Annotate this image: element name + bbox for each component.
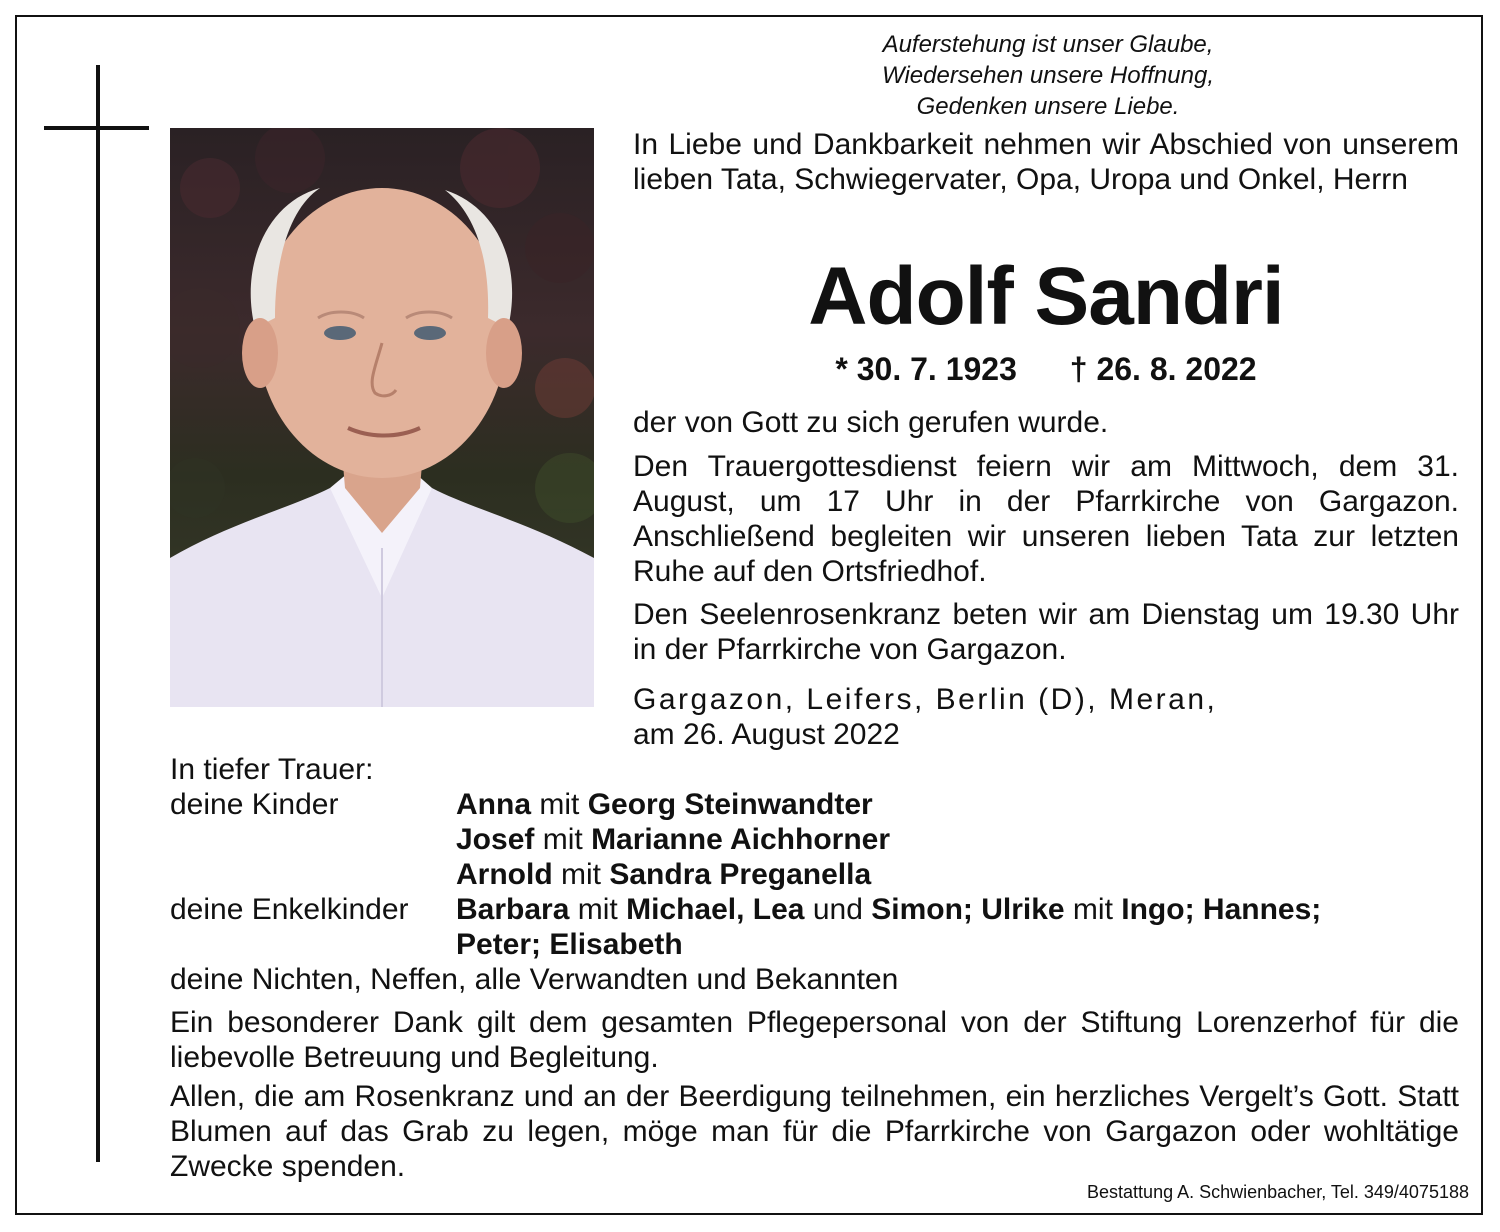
- rosary-text: Den Seelenrosenkranz beten wir am Dienstag um 19.30 Uhr in der Pfarrkirche von Gargazon.: [633, 598, 1459, 666]
- notice-date: am 26. August 2022: [633, 718, 900, 751]
- mourning-heading: In tiefer Trauer:: [170, 753, 374, 786]
- intro-text: In Liebe und Dankbarkeit nehmen wir Abschied von unserem lieben Tata, Schwiegervater, Opa, Uropa und Onkel, Herrn: [633, 128, 1459, 196]
- portrait-photo: [170, 128, 594, 707]
- grandchildren-label: deine Enkelkinder: [170, 893, 409, 926]
- service-text: Den Trauergottesdienst feiern wir am Mittwoch, dem 31. August, um 17 Uhr in der Pfarrkirche von Gargazon. Anschließend begleiten wir unseren lieben Tata zur letzten Ruhe auf den Ortsfriedhof.: [633, 450, 1459, 588]
- children-label: deine Kinder: [170, 788, 339, 821]
- thanks-care: Ein besonderer Dank gilt dem gesamten Pflegepersonal von der Stiftung Lorenzerhof für die liebevolle Betreuung und Begleitung.: [170, 1006, 1459, 1074]
- other-relatives: deine Nichten, Neffen, alle Verwandten und Bekannten: [170, 963, 899, 996]
- cross-icon-bar: [44, 126, 149, 130]
- mourners-list: [170, 752, 1470, 997]
- undertaker-contact: Bestattung A. Schwienbacher, Tel. 349/4075188: [1087, 1182, 1469, 1202]
- grandchildren-list: Barbara mit Michael, Lea und Simon; Ulrike mit Ingo; Hannes; Peter; Elisabeth: [456, 893, 1322, 961]
- birth-date: * 30. 7. 1923: [835, 351, 1017, 387]
- motto-line: Wiedersehen unsere Hoffnung,: [882, 62, 1214, 89]
- list-item: Arnold mit Sandra Preganella: [456, 858, 872, 891]
- called-text: der von Gott zu sich gerufen wurde.: [633, 406, 1109, 439]
- motto-line: Gedenken unsere Liebe.: [916, 93, 1180, 120]
- motto-line: Auferstehung ist unser Glaube,: [882, 31, 1214, 58]
- places-text: Gargazon, Leifers, Berlin (D), Meran,: [633, 683, 1218, 716]
- children-list: [456, 787, 1470, 892]
- cross-icon: [96, 65, 100, 1162]
- list-item: Josef mit Marianne Aichhorner: [456, 823, 891, 856]
- list-item: Anna mit Georg Steinwandter: [456, 788, 873, 821]
- grandchildren-row: [170, 892, 1470, 962]
- obituary-notice: [15, 15, 1483, 1215]
- death-date: † 26. 8. 2022: [1069, 351, 1257, 387]
- thanks-all: Allen, die am Rosenkranz und an der Beerdigung teilnehmen, ein herzliches Vergelt’s Gott. Statt Blumen auf das Grab zu legen, möge man für die Pfarrkirche von Gargazon oder wohltätige Zwecke spenden.: [170, 1080, 1459, 1183]
- children-row: [170, 787, 1470, 892]
- deceased-name: Adolf Sandri: [808, 251, 1284, 342]
- place-date: [633, 682, 1459, 752]
- portrait-illustration: [170, 128, 594, 707]
- motto: [753, 29, 1343, 122]
- life-dates: [633, 349, 1459, 389]
